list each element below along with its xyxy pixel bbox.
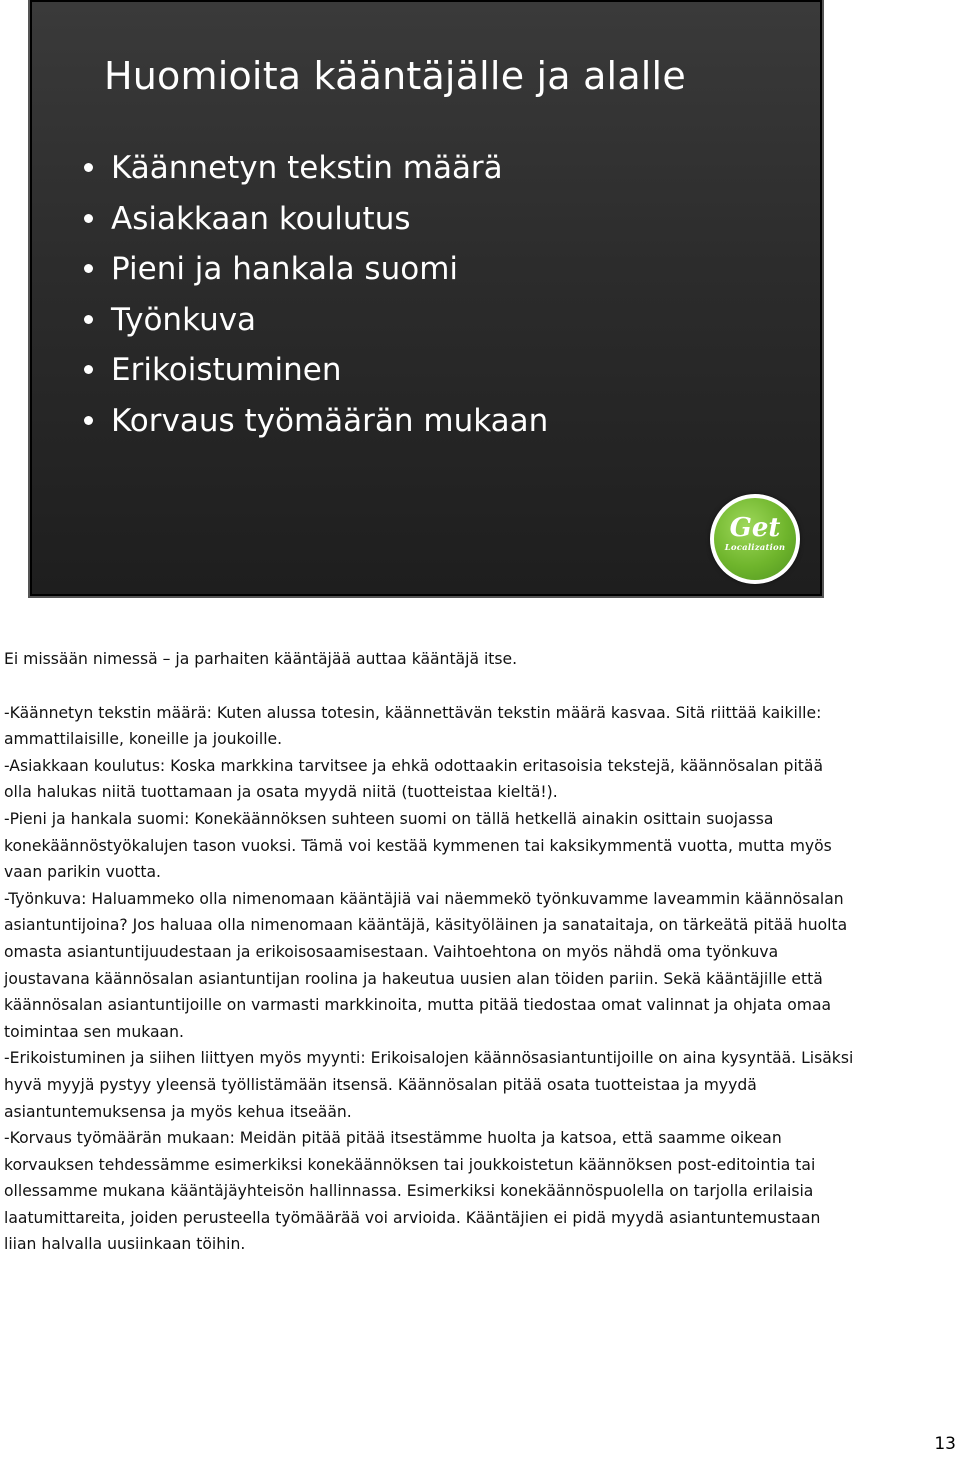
- slide-bullet: [80, 146, 548, 197]
- bullet-dot-icon: [84, 214, 93, 223]
- slide-bullet-text: Käännetyn tekstin määrä: [111, 150, 503, 186]
- slide-bullet-text: Asiakkaan koulutus: [111, 200, 411, 237]
- speaker-notes: [4, 646, 854, 1258]
- notes-paragraph: -Asiakkaan koulutus: Koska markkina tarvitsee ja ehkä odottaakin eritasoisia tekstejä, käännösalan pitää olla halukas niitä tuottamaan ja osata myydä niitä (tuotteistaa kieltä!).: [4, 756, 823, 802]
- slide-bullet-text: Erikoistuminen: [111, 352, 342, 388]
- page-number: 13: [934, 1434, 956, 1454]
- bullet-dot-icon: [84, 416, 93, 425]
- slide-bullet: [80, 247, 548, 298]
- slide-bullet-text: Pieni ja hankala suomi: [111, 251, 459, 287]
- bullet-dot-icon: [84, 315, 93, 324]
- notes-paragraph: -Korvaus työmäärän mukaan: Meidän pitää pitää itsestämme huolta ja katsoa, että saamme oikean korvauksen tehdessämme esimerkiksi konekäännöksen tai joukkoistetun käännöksen post-editointia tai ollessamme mukana kääntäjäyhteisön hallinnassa. Esimerkiksi konekäännöspuolella on tarjolla erilaisia laatumittareita, joiden perusteella työmäärää voi arvioida. Kääntäjien ei pidä myydä asiantuntemustaan liian halvalla uusiinkaan töihin.: [4, 1129, 821, 1254]
- bullet-dot-icon: [84, 163, 93, 172]
- slide-bullet: [80, 348, 548, 399]
- slide-bullet: [80, 399, 548, 450]
- notes-paragraph: -Käännetyn tekstin määrä: Kuten alussa totesin, käännettävän tekstin määrä kasvaa. Sitä riittää kaikille: ammattilaisille, koneille ja joukoille.: [4, 703, 822, 749]
- bullet-dot-icon: [84, 264, 93, 273]
- logo-circle: [714, 498, 796, 580]
- slide-title: Huomioita kääntäjälle ja alalle: [104, 54, 686, 98]
- slide-bullet-text: Korvaus työmäärän mukaan: [111, 402, 549, 439]
- slide-background: [32, 2, 820, 594]
- slide-bullet-text: Työnkuva: [111, 301, 257, 338]
- slide-image: [28, 0, 824, 598]
- notes-paragraph: -Työnkuva: Haluammeko olla nimenomaan kääntäjiä vai näemmekö työnkuvamme laveammin käännösalan asiantuntijoina? Jos haluaa olla nimenomaan kääntäjä, käsityöläinen ja sanataitaja, on tärkeätä pitää huolta omasta asiantuntijuudestaan ja erikoisosaamisestaan. Vaihtoehtona on myös nähdä oma työnkuva joustavana käännösalan asiantuntijan roolina ja hakeutua uusien alan töiden pariin. Sekä kääntäjille että käännösalan asiantuntijoille on varmasti markkinoita, mutta pitää tiedostaa omat valinnat ja ohjata omaa toimintaa sen mukaan.: [4, 889, 848, 1041]
- slide-bullet: [80, 197, 548, 248]
- logo-subtitle: Localization: [724, 543, 786, 553]
- notes-intro: Ei missään nimessä – ja parhaiten kääntäjää auttaa kääntäjä itse.: [4, 650, 518, 668]
- slide-bullet: [80, 298, 548, 349]
- notes-paragraph: -Erikoistuminen ja siihen liittyen myös myynti: Erikoisalojen käännösasiantuntijoille on aina kysyntää. Lisäksi hyvä myyjä pystyy yleensä työllistämään itsensä. Käännösalan pitää osata tuotteistaa ja myydä asiantuntemuksensa ja myös kehua itseään.: [4, 1049, 854, 1121]
- logo-word: Get: [729, 513, 781, 543]
- notes-paragraph: -Pieni ja hankala suomi: Konekäännöksen suhteen suomi on tällä hetkellä ainakin osittain suojassa konekäännöstyökalujen tason vuoksi. Tämä voi kestää kymmenen tai kaksikymmentä vuotta, mutta myös vaan parikin vuotta.: [4, 809, 832, 882]
- bullet-dot-icon: [84, 365, 93, 374]
- get-localization-logo: [710, 494, 800, 584]
- slide-bullet-list: [80, 146, 548, 449]
